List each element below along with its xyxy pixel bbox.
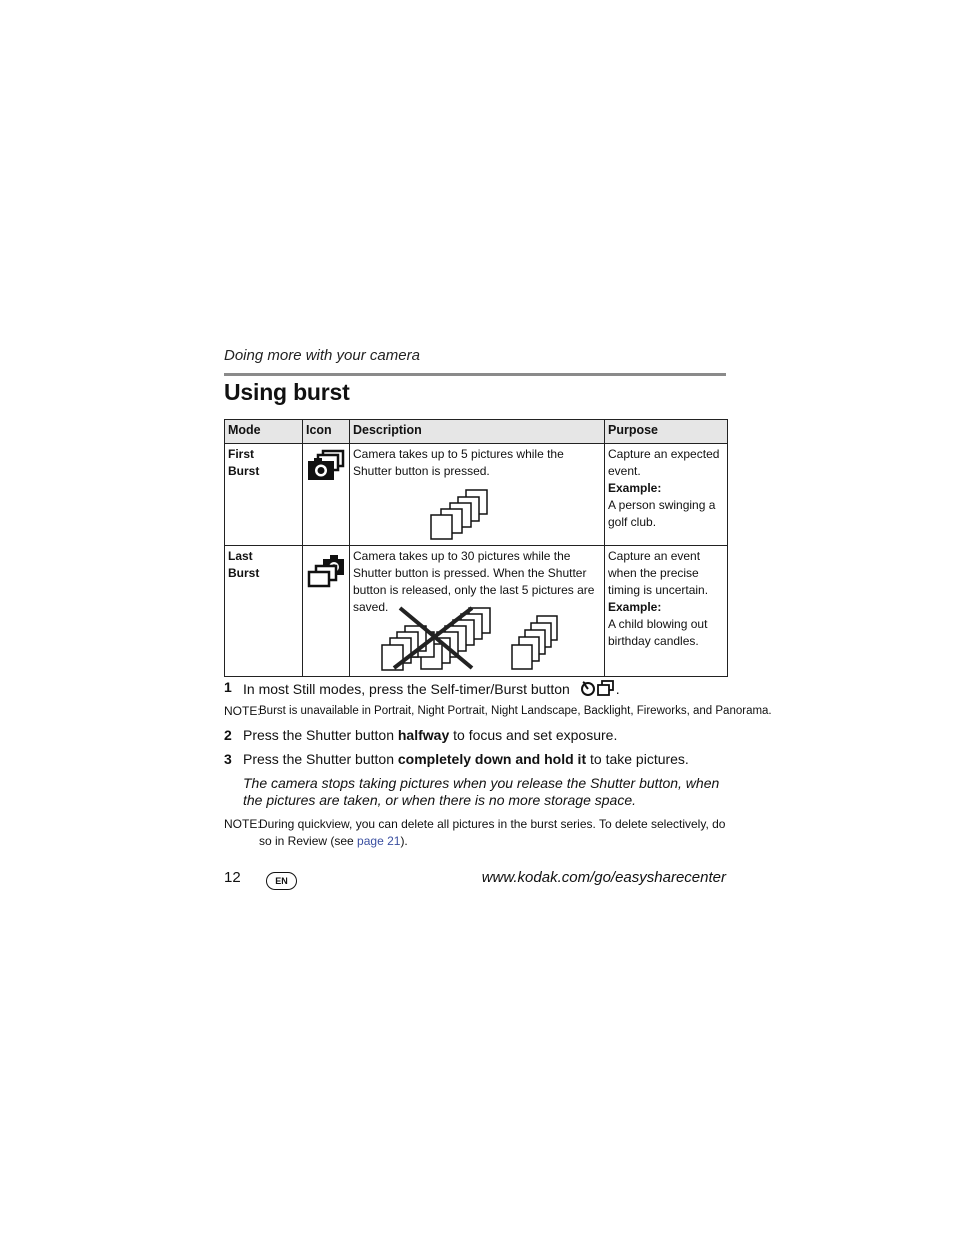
discarded-frames-illustration <box>380 606 494 672</box>
purpose-cell <box>605 444 728 546</box>
note-quickview-delete <box>224 816 727 852</box>
purpose-cell <box>605 546 728 677</box>
icon-cell <box>303 546 350 677</box>
step-text-end: . <box>615 681 620 697</box>
column-header-description: Description <box>350 420 605 444</box>
burst-stop-explanation: The camera stops taking pictures when you release the Shutter button, when the pictures are taken, or when there is no more storage space. <box>243 775 720 808</box>
example-text: A person swinging a golf club. <box>608 498 716 529</box>
column-header-icon: Icon <box>303 420 350 444</box>
column-header-mode: Mode <box>225 420 303 444</box>
step-number: 2 <box>224 727 232 743</box>
description-text: Camera takes up to 30 pictures while the Shutter button is pressed. When the Shutter button is released, only the last 5 pictures are saved. <box>353 549 595 614</box>
note-label: NOTE: <box>224 704 261 718</box>
purpose-text: Capture an event when the precise timing is uncertain. <box>608 549 709 597</box>
five-frames-illustration <box>428 488 490 540</box>
last-burst-icon <box>306 553 346 591</box>
running-header: Doing more with your camera <box>224 347 420 364</box>
step-text-end: to take pictures. <box>586 751 689 767</box>
purpose-text: Capture an expected event. <box>608 447 720 478</box>
burst-modes-table <box>224 419 728 677</box>
step-text: Press the Shutter button <box>243 727 398 743</box>
note-text: Burst is unavailable in Portrait, Night Portrait, Night Landscape, Backlight, Fireworks, and Panorama. <box>259 705 772 717</box>
description-text: Camera takes up to 5 pictures while the Shutter button is pressed. <box>353 447 564 478</box>
note-text: During quickview, you can delete all pictures in the burst series. To delete selectively, do so in Review (see <box>259 817 726 848</box>
step-number: 3 <box>224 751 232 767</box>
step-text: Press the Shutter button <box>243 751 398 767</box>
step-text-end: to focus and set exposure. <box>449 727 618 743</box>
step-number: 1 <box>224 679 232 695</box>
language-badge: EN <box>266 872 297 890</box>
footer-url[interactable]: www.kodak.com/go/easysharecenter <box>481 869 726 886</box>
description-cell <box>350 444 605 546</box>
description-cell <box>350 546 605 677</box>
table-header-row <box>225 420 728 444</box>
table-row <box>225 444 728 546</box>
step-3 <box>224 751 727 771</box>
page-number: 12 <box>224 869 241 886</box>
mode-cell <box>225 444 303 546</box>
first-burst-icon <box>306 449 346 485</box>
step-emphasis: halfway <box>397 727 450 743</box>
self-timer-burst-icon <box>580 679 616 697</box>
step-text: In most Still modes, press the Self-timer/Burst button <box>243 681 574 697</box>
note-burst-unavailable <box>224 703 772 721</box>
step-emphasis: completely down and hold it <box>397 751 587 767</box>
mode-name: Last <box>228 549 253 563</box>
page-title: Using burst <box>224 379 350 405</box>
saved-frames-illustration <box>509 614 561 672</box>
example-text: A child blowing out birthday candles. <box>608 617 708 648</box>
note-label: NOTE: <box>224 817 261 831</box>
example-label: Example: <box>608 481 662 495</box>
mode-name: First <box>228 447 255 461</box>
icon-cell <box>303 444 350 546</box>
example-label: Example: <box>608 600 662 614</box>
column-header-purpose: Purpose <box>605 420 728 444</box>
header-rule <box>224 373 726 376</box>
mode-cell <box>225 546 303 677</box>
note-text-end: ). <box>400 834 408 848</box>
step-1 <box>224 679 727 699</box>
page-21-link[interactable]: page 21 <box>357 834 401 848</box>
mode-name: Burst <box>228 464 260 478</box>
table-row <box>225 546 728 677</box>
step-2 <box>224 727 727 747</box>
mode-name: Burst <box>228 566 260 580</box>
